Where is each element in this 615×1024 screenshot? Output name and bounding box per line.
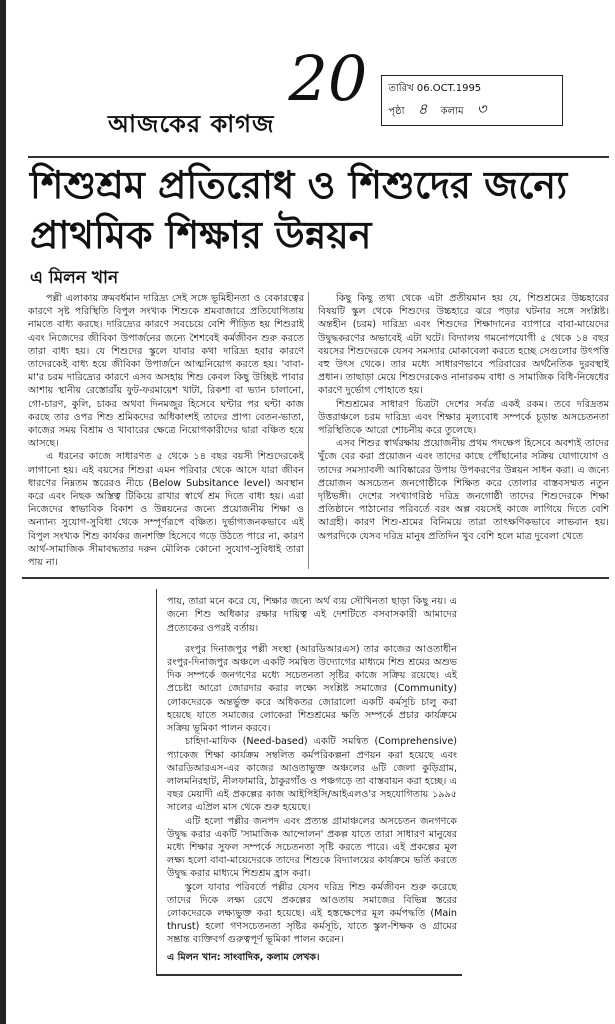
paragraph: এ ধরনের কাজে সাধারণত ৫ থেকে ১৪ বছর বয়সী শিশুদেরকেই লাগানো হয়। এই বয়সের শিশুরা এমন পরিবার থেকে আসে যারা জীবন ধারণের নিম্নতম স্তরেরও নীচে (Below Subsitance level) অবস্থান করে এবং নিছক অস্তিত্ব টিকিয়ে রাখার স্বার্থে শ্রম দিতে বাধ্য হয়। এরা নিজেদের স্বাভাবিক বিকাশ ও উন্নয়নের জন্যে প্রয়োজনীয় শিক্ষা ও অন্যান্য সুযোগ-সুবিধা থেকে সম্পূর্ণরূপে বঞ্চিত। দুর্ভাগ্যজনকভাবে এই বিপুল সংখ্যক শিশু কার্যকর জনশক্তি হিসেবে গড়ে উঠতে পারে না, কারণ আর্থ-সামাজিক সীমাবদ্ধতার দরুন মৌলিক কোনো সুযোগ-সুবিধাই তারা পায় না।	[28, 451, 304, 569]
paragraph: এটি হলো পল্লীর জনপদ এবং প্রত্যন্ত গ্রামাঞ্চলের অসচেতন জনগণকে উদ্বুদ্ধ করার একটি 'সামাজিক আন্দোলন' প্রকল্প যাতে তারা সাধারণ মানুষের মধ্যে শিক্ষার সুফল সম্পর্কে সচেতনতা সৃষ্টি করতে পারে। এই প্রকল্পের মূল লক্ষ্য হলো বাবা-মায়েদেরকে তাদের শিশুকে বিদ্যালয়ের কার্যক্রমে ভর্তি করতে উদ্বুদ্ধ করার মাধ্যমে শিশুশ্রম হ্রাস করা।	[167, 815, 457, 880]
stamp-date-label: তারিখ	[388, 83, 414, 94]
article-continuation-column	[167, 595, 457, 963]
paragraph: পল্লী এলাকায় ক্রমবর্ধমান দারিদ্র্য সেই সঙ্গে ভূমিহীনতা ও বেকারত্বের কারণে সৃষ্ট পরিস্থিতি বিপুল সংখ্যক শিশুকে শ্রমবাজারে প্রতিযোগিতায় নামতে বাধ্য করছে। দারিদ্র্যের কারণে সবচেয়ে বেশি পীড়িত হয় শিশুরাই এবং নিজেদের জীবিকা উপার্জনের জন্যে শৈশবেই কর্মজীবন শুরু করতে তারা বাধ্য হয়। যে শিশুদের স্কুলে যাবার কথা দারিদ্র্য হবার কারণে তাদেরকেই বাধ্য হয়ে জীবিকা উপার্জনে আত্মনিয়োগ করতে হয়। 'বাবা-মা'র চরম দারিদ্র্যের কারণে এসব অসহায় শিশু কেবল কিছু উচ্ছিষ্ট পাবার আশায় স্থানীয় রেস্তোরাঁয় ফুট-ফরমায়েশ খাটা, রিকশা বা ভ্যান চালানো, গো-চারণ, কুলি, চাকর অথবা দিনমজুর হিসেবে ঘন্টার পর ঘন্টা কাজ করছে তার ওপর শিশু শ্রমিকদের অধিকাংশই তাদের প্রাপ্য বেতন-ভাতা, কাজের সময় বিশ্রাম ও খাবারের ক্ষেত্রে নিয়োগকারীদের দ্বারা বঞ্চিত হয়ে আসছে।	[28, 293, 304, 450]
stamp-page-row	[388, 99, 556, 122]
divider	[22, 577, 609, 579]
article-columns	[28, 292, 609, 569]
newspaper-masthead: আজকের কাগজ	[108, 110, 275, 138]
article-left-column	[28, 292, 309, 569]
paragraph: শিশুশ্রমের সাধারণ চিত্রটা দেশের সর্বত্র একই রকম। তবে দরিদ্রতম উত্তরাঞ্চলে চরম দারিদ্র্য এবং শিক্ষার মূল্যবোধ সম্পর্কে চূড়ান্ত অসচেতনতা পরিস্থিতিকে আরো শোচনীয় করে তুলেছে।	[318, 398, 609, 437]
paragraph: পায়, তারা মনে করে যে, শিক্ষার জন্যে অর্থ ব্যয় সৌখিনতা ছাড়া কিছু নয়। এ জন্যে শিশু অধিকার রক্ষার দায়িত্ব এই দেশটিতে বসবাসকারী আমাদের প্রত্যেকের ওপরই বর্তায়।	[167, 596, 457, 634]
paragraph: এসব শিশুর স্বার্থরক্ষায় প্রয়োজনীয় প্রথম পদক্ষেপ হিসেবে অবশ্যই তাদের খুঁজে বের করা প্রয়োজন এবং তাদের কাছে পৌঁছানোর সক্রিয় যোগাযোগ ও তাদের সমস্যাবলী আবিষ্কারের উপায় উপকরণের উন্নয়ন সাধন করা। এ জন্যে প্রয়োজন অসচেতন জনগোষ্ঠীকে শিক্ষিত করে তোলার বাস্তবসম্মত নতুন দৃষ্টিভঙ্গী। দেশের সংখ্যাগরিষ্ঠ দরিদ্র জনগোষ্ঠী তাদের শিশুদেরকে শিক্ষা প্রতিষ্ঠানে পাঠানোর পরিবর্তে বরং অল্প বয়সেই কাজে লাগিয়ে দিতে বেশি আগ্রহী। কারণ শিশু-শ্রমের বিনিময়ে তারা তাৎক্ষণিকভাবে লাভবান হয়। অপরদিকে যেসব দরিদ্র মানুষ প্রতিদিন খুব বেশি হলে মাত্র দুবেলা খেতে	[318, 438, 609, 542]
headline-line-1: শিশুশ্রম প্রতিরোধ ও শিশুদের জন্যে	[30, 163, 568, 207]
stamp-date-row	[388, 79, 556, 99]
article-right-column	[318, 292, 609, 543]
continuation-box	[156, 589, 462, 975]
stamp-column-label: কলাম	[440, 106, 464, 117]
author-note: এ মিলন খান: সাংবাদিক, কলাম লেখক।	[167, 951, 320, 963]
byline: এ মিলন খান	[30, 268, 119, 288]
headline	[30, 160, 609, 260]
paragraph: রংপুর দিনাজপুর পল্লী সংস্থা (আরডিআরএস) তার কাজের আওতাধীন রংপুর-দিনাজপুর অঞ্চলে একটি সমন্বিত উদ্যোগের মাধ্যমে শিশু শ্রমের অশুভ দিক সম্পর্কে জনগণের মধ্যে সচেতনতা সৃষ্টির কাজে সক্রিয় রয়েছে। এই প্রচেষ্টা আরো জোরদার করার লক্ষ্যে সংশ্লিষ্ট সমাজের (Community) লোকদেরকে অন্তর্ভুক্ত করে অধিকতর জোরালো একটি কর্মসূচি চালু করা হয়েছে যাতে সমাজের লোকেরা শিশুশ্রমের ক্ষতি সম্পর্কে প্রচার কার্যক্রমে সক্রিয় ভূমিকা পালন করবে।	[167, 643, 457, 735]
stamp-column-value: ৩	[476, 100, 487, 118]
handwritten-number: 20	[288, 42, 368, 115]
paragraph: চাহিদা-মাফিক (Need-based) একটি সমন্বিত (Comprehensive) প্যাকেজ শিক্ষা কার্যক্রম সম্বলিত কর্মপরিকল্পনা প্রণয়ন করা হয়েছে এবং আরডিআরএস-এর কাজের আওতাভুক্ত অঞ্চলের ৬টি জেলা কুড়িগ্রাম, লালমনিরহাট, নীলফামারি, ঠাকুরগাঁও ও পঞ্চগড়ে তা বাস্তবায়ন করা হচ্ছে। এ বছর মেয়াদী এই প্রকল্পের কাজ আইপিইসি/আইএলও'র সহযোগিতায় ১৯৯৫ সালের এপ্রিল মাস থেকে শুরু হয়েছে।	[167, 736, 457, 814]
date-stamp	[381, 75, 563, 126]
stamp-page-label: পৃষ্ঠা	[388, 106, 405, 117]
divider	[28, 156, 609, 158]
headline-line-2: প্রাথমিক শিক্ষার উন্নয়ন	[30, 213, 372, 257]
clipping-header	[28, 44, 609, 152]
paragraph: কিছু কিছু তথ্য থেকে এটা প্রতীয়মান হয় যে, শিশুশ্রমের উচ্চহারের বিষয়টি স্কুল থেকে শিশুদের উচ্চহারে ঝরে পড়ার ঘটনার সঙ্গে সংশ্লিষ্ট। অন্তহীন (চরম) দারিদ্র্য এবং শিশুদের শিক্ষাদানের ব্যাপারে বাবা-মায়েদের উদ্বুদ্ধকরণের অভাবেই এটা ঘটে। বিদ্যালয় গমনোপযোগী ৫ থেকে ১৪ বছর বয়সের শিশুদেরকে যেসব সমস্যার মোকাবেলা করতে হচ্ছে সেগুলোর উৎপত্তি বহু উৎস থেকে। তার মধ্যে সাধারণভাবে পরিবারের অর্থনৈতিক দুরবস্থাই প্রধান। তাছাড়া মেয়ে শিশুদেরকেও নানারকম বাধা ও সামাজিক বিধি-নিষেধের কারণে দুর্ভোগ পোহাতে হয়।	[318, 293, 609, 397]
paragraph: স্কুলে যাবার পরিবর্তে পল্লীর যেসব দরিদ্র শিশু কর্মজীবন শুরু করেছে তাদের দিকে লক্ষ্য রেখে প্রকল্পের আওতায় সমাজের বিভিন্ন স্তরের লোকদেরকে লক্ষ্যভুক্ত করা হয়েছে। এই হস্তক্ষেপের মূল কর্মপদ্ধতি (Main thrust) হলো গণসচেতনতা সৃষ্টির কর্মসূচি, যাতে স্কুল-শিক্ষক ও গ্রামের সম্ভ্রান্ত ব্যক্তিবর্গ গুরুত্বপূর্ণ ভূমিকা পালন করেন।	[167, 881, 457, 946]
stamp-page-value: ৪	[417, 100, 428, 118]
stamp-date-value: 06.OCT.1995	[416, 83, 482, 94]
